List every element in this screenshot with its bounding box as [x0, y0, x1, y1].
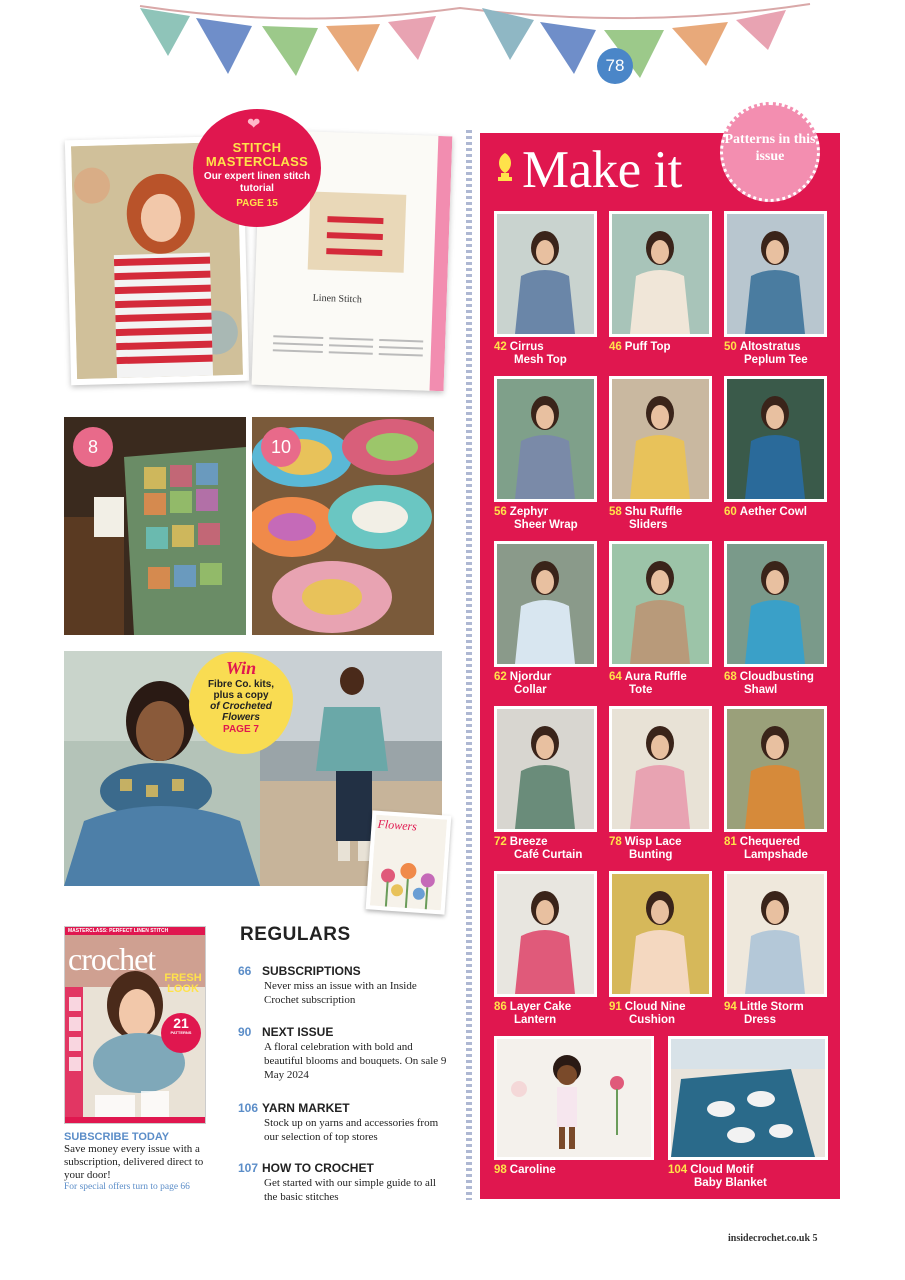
regular-page: 107	[238, 1161, 259, 1175]
pattern-page-number: 91	[609, 1001, 622, 1013]
pattern-name: Little Storm	[739, 1001, 804, 1013]
regular-item[interactable]	[238, 1157, 448, 1204]
footer-site: insidecrochet.co.uk	[728, 1233, 811, 1244]
cover-count: 21	[173, 1015, 189, 1031]
pattern-page-number: 50	[724, 341, 737, 353]
spread-heading: Linen Stitch	[312, 292, 362, 306]
regular-desc: A floral celebration with bold and beautiful blooms and bouquets. On sale 9 May 2024	[264, 1041, 447, 1081]
pattern-photo[interactable]	[609, 376, 712, 502]
pattern-name-line2: Bunting	[629, 849, 673, 861]
book-title: Flowers	[377, 816, 418, 834]
pattern-page-number: 72	[494, 836, 507, 848]
pattern-page-number: 81	[724, 836, 737, 848]
make-it-title: Make it	[522, 141, 682, 199]
pattern-photo[interactable]	[494, 376, 597, 502]
pattern-caption[interactable]	[494, 506, 578, 532]
pattern-photo[interactable]	[724, 376, 827, 502]
pattern-caption[interactable]	[724, 1001, 804, 1027]
pattern-caption[interactable]	[609, 836, 682, 862]
win-line-3: of Crocheted	[210, 701, 272, 712]
pattern-page-number: 98	[494, 1164, 507, 1176]
pattern-name-line2: Lampshade	[744, 849, 808, 861]
pattern-photo[interactable]	[724, 871, 827, 997]
pattern-photo[interactable]	[609, 871, 712, 997]
pattern-page-number: 46	[609, 341, 622, 353]
bunting-decoration	[0, 0, 905, 90]
pattern-page-number: 58	[609, 506, 622, 518]
subscribe-heading: SUBSCRIBE TODAY	[64, 1131, 170, 1143]
pattern-name-line2: Lantern	[514, 1014, 557, 1026]
regular-title: YARN MARKET	[262, 1101, 350, 1115]
pattern-name-line2: Café Curtain	[514, 849, 583, 861]
pattern-name: Aether Cowl	[739, 506, 807, 518]
masterclass-badge-page: PAGE 15	[236, 198, 278, 209]
win-page: PAGE 7	[223, 724, 259, 735]
regular-item[interactable]	[238, 1021, 448, 1082]
regulars-title: REGULARS	[240, 924, 351, 945]
regular-item[interactable]	[238, 1097, 448, 1144]
pattern-name: Cloud Motif	[690, 1164, 754, 1176]
pattern-caption[interactable]	[494, 341, 567, 367]
page-footer	[728, 1233, 818, 1244]
pattern-caption[interactable]	[724, 341, 808, 367]
win-line-1: Fibre Co. kits,	[207, 679, 275, 690]
pattern-photo[interactable]	[494, 1036, 654, 1160]
pattern-caption[interactable]	[609, 1001, 686, 1027]
regular-page: 90	[238, 1025, 252, 1039]
pattern-photo[interactable]	[609, 706, 712, 832]
pattern-name-line2: Sliders	[629, 519, 668, 531]
pattern-page-number: 104	[668, 1164, 688, 1176]
pattern-caption[interactable]	[494, 1164, 556, 1177]
magazine-cover	[64, 926, 206, 1124]
regular-title: HOW TO CROCHET	[262, 1161, 374, 1175]
cover-pattern-count	[161, 1013, 201, 1053]
cover-logo: crochet	[68, 941, 156, 977]
pattern-name: Layer Cake	[509, 1001, 572, 1013]
pattern-photo[interactable]	[724, 541, 827, 667]
pattern-name-line2: Shawl	[744, 684, 778, 696]
pattern-page-number: 68	[724, 671, 737, 683]
pattern-page-number: 78	[609, 836, 622, 848]
pattern-photo[interactable]	[724, 706, 827, 832]
thread-spool-icon	[494, 151, 516, 187]
pattern-name: Wisp Lace	[624, 836, 682, 848]
cover-top-strap: MASTERCLASS: PERFECT LINEN STITCH	[65, 927, 205, 935]
footer-page-number: 5	[812, 1233, 818, 1244]
pattern-page-number: 86	[494, 1001, 507, 1013]
pattern-caption[interactable]	[609, 506, 682, 532]
pattern-photo[interactable]	[724, 211, 827, 337]
pattern-caption[interactable]	[494, 671, 551, 697]
pattern-name: Njordur	[509, 671, 552, 683]
regular-title: NEXT ISSUE	[262, 1025, 334, 1039]
win-line-2: plus a copy	[213, 690, 269, 701]
pattern-caption[interactable]	[494, 1001, 571, 1027]
pattern-caption[interactable]	[724, 836, 808, 862]
pattern-photo[interactable]	[494, 871, 597, 997]
pattern-name-line2: Cushion	[629, 1014, 675, 1026]
photo-badge-left: 8	[73, 427, 113, 467]
pattern-photo[interactable]	[668, 1036, 828, 1160]
pattern-page-number: 56	[494, 506, 507, 518]
win-line-4: Flowers	[222, 712, 260, 723]
pattern-name-line2: Tote	[629, 684, 653, 696]
pattern-name-line2: Baby Blanket	[694, 1177, 767, 1189]
pattern-page-number: 60	[724, 506, 737, 518]
win-badge	[189, 652, 293, 754]
pattern-name: Caroline	[509, 1164, 556, 1176]
pattern-photo[interactable]	[494, 541, 597, 667]
regular-page: 66	[238, 964, 252, 978]
pattern-name: Cloudbusting	[739, 671, 814, 683]
pattern-page-number: 42	[494, 341, 507, 353]
column-divider	[466, 130, 472, 1200]
pattern-name: Zephyr	[509, 506, 549, 518]
subscribe-note[interactable]: For special offers turn to page 66	[64, 1182, 190, 1192]
pattern-page-number: 94	[724, 1001, 737, 1013]
regular-page: 106	[238, 1101, 259, 1115]
pattern-caption[interactable]	[494, 836, 582, 862]
cover-count-sub: PATTERNS	[170, 1030, 192, 1035]
regular-item[interactable]	[238, 960, 448, 1007]
photo-badge-right: 10	[261, 427, 301, 467]
pattern-name-line2: Sheer Wrap	[514, 519, 578, 531]
masterclass-badge-title: STITCH MASTERCLASS	[205, 140, 309, 169]
pattern-photo[interactable]	[494, 211, 597, 337]
masterclass-badge-sub: Our expert linen stitch tutorial	[203, 171, 311, 194]
pattern-name-line2: Peplum Tee	[744, 354, 808, 366]
pattern-caption[interactable]	[668, 1164, 767, 1190]
patterns-badge: Patterns in this issue	[720, 102, 820, 202]
pattern-name: Cloud Nine	[624, 1001, 686, 1013]
cover-fresh-look: FRESH LOOK	[164, 972, 202, 995]
pattern-name: Shu Ruffle	[624, 506, 683, 518]
pattern-name: Cirrus	[509, 341, 544, 353]
heart-icon: ❤	[247, 114, 261, 133]
pattern-page-number: 62	[494, 671, 507, 683]
pattern-photo[interactable]	[609, 541, 712, 667]
pattern-name: Chequered	[739, 836, 800, 848]
pattern-page-number: 64	[609, 671, 622, 683]
subscribe-block	[64, 1131, 214, 1192]
pattern-name: Altostratus	[739, 341, 801, 353]
regular-desc: Never miss an issue with an Inside Crochet subscription	[264, 980, 417, 1006]
pattern-name: Aura Ruffle	[624, 671, 687, 683]
regular-desc: Stock up on yarns and accessories from our selection of top stores	[264, 1117, 439, 1143]
pattern-name-line2: Dress	[744, 1014, 776, 1026]
pattern-photo[interactable]	[609, 211, 712, 337]
pattern-name-line2: Mesh Top	[514, 354, 567, 366]
pattern-caption[interactable]	[609, 671, 687, 697]
pattern-name: Puff Top	[624, 341, 671, 353]
regular-title: SUBSCRIPTIONS	[262, 964, 361, 978]
win-title: Win	[225, 658, 257, 678]
pattern-photo[interactable]	[494, 706, 597, 832]
page-badge: 78	[597, 48, 633, 84]
regular-desc: Get started with our simple guide to all the basic stitches	[264, 1177, 436, 1203]
pattern-name: Breeze	[509, 836, 548, 848]
subscribe-body: Save money every issue with a subscription, delivered direct to your door!	[64, 1143, 204, 1181]
pattern-caption[interactable]	[724, 506, 807, 519]
pattern-caption[interactable]	[609, 341, 671, 354]
pattern-name-line2: Collar	[514, 684, 547, 696]
crocheted-flowers-book	[366, 810, 452, 914]
pattern-caption[interactable]	[724, 671, 814, 697]
